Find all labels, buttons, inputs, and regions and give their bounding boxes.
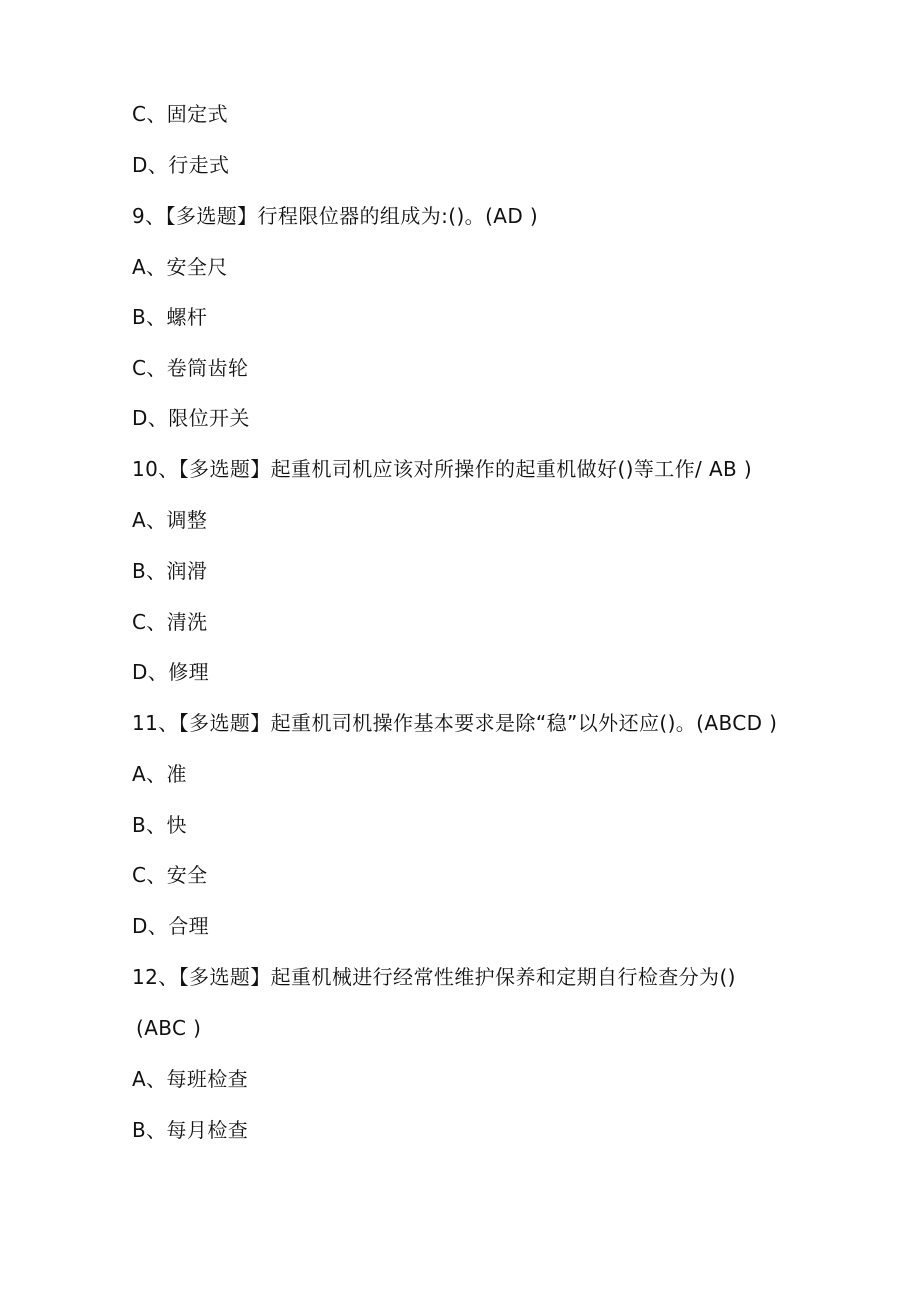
option-d-q11: D、合理 [132,914,210,938]
question-11: 11、【多选题】起重机司机操作基本要求是除“稳”以外还应()。(ABCD ) [132,711,778,735]
option-b-q12: B、每月检查 [132,1118,249,1142]
option-b-q10: B、润滑 [132,559,208,583]
option-d-q8: D、行走式 [132,153,230,177]
option-d-q10: D、修理 [132,660,210,684]
question-12: 12、【多选题】起重机械进行经常性维护保养和定期自行检查分为() [132,965,736,989]
option-c-q9: C、卷筒齿轮 [132,356,249,380]
option-b-q11: B、快 [132,813,187,837]
question-10: 10、【多选题】起重机司机应该对所操作的起重机做好()等工作/ AB ) [132,457,753,481]
question-9: 9、【多选题】行程限位器的组成为:()。(AD ) [132,204,539,228]
option-a-q10: A、调整 [132,508,208,532]
option-a-q12: A、每班检查 [132,1067,249,1091]
option-c-q10: C、清洗 [132,610,208,634]
option-b-q9: B、螺杆 [132,305,208,329]
option-a-q9: A、安全尺 [132,255,228,279]
option-d-q9: D、限位开关 [132,406,250,430]
option-c-q11: C、安全 [132,863,208,887]
question-12-answer: (ABC ) [136,1016,202,1040]
option-c-q8: C、固定式 [132,102,228,126]
option-a-q11: A、准 [132,762,187,786]
